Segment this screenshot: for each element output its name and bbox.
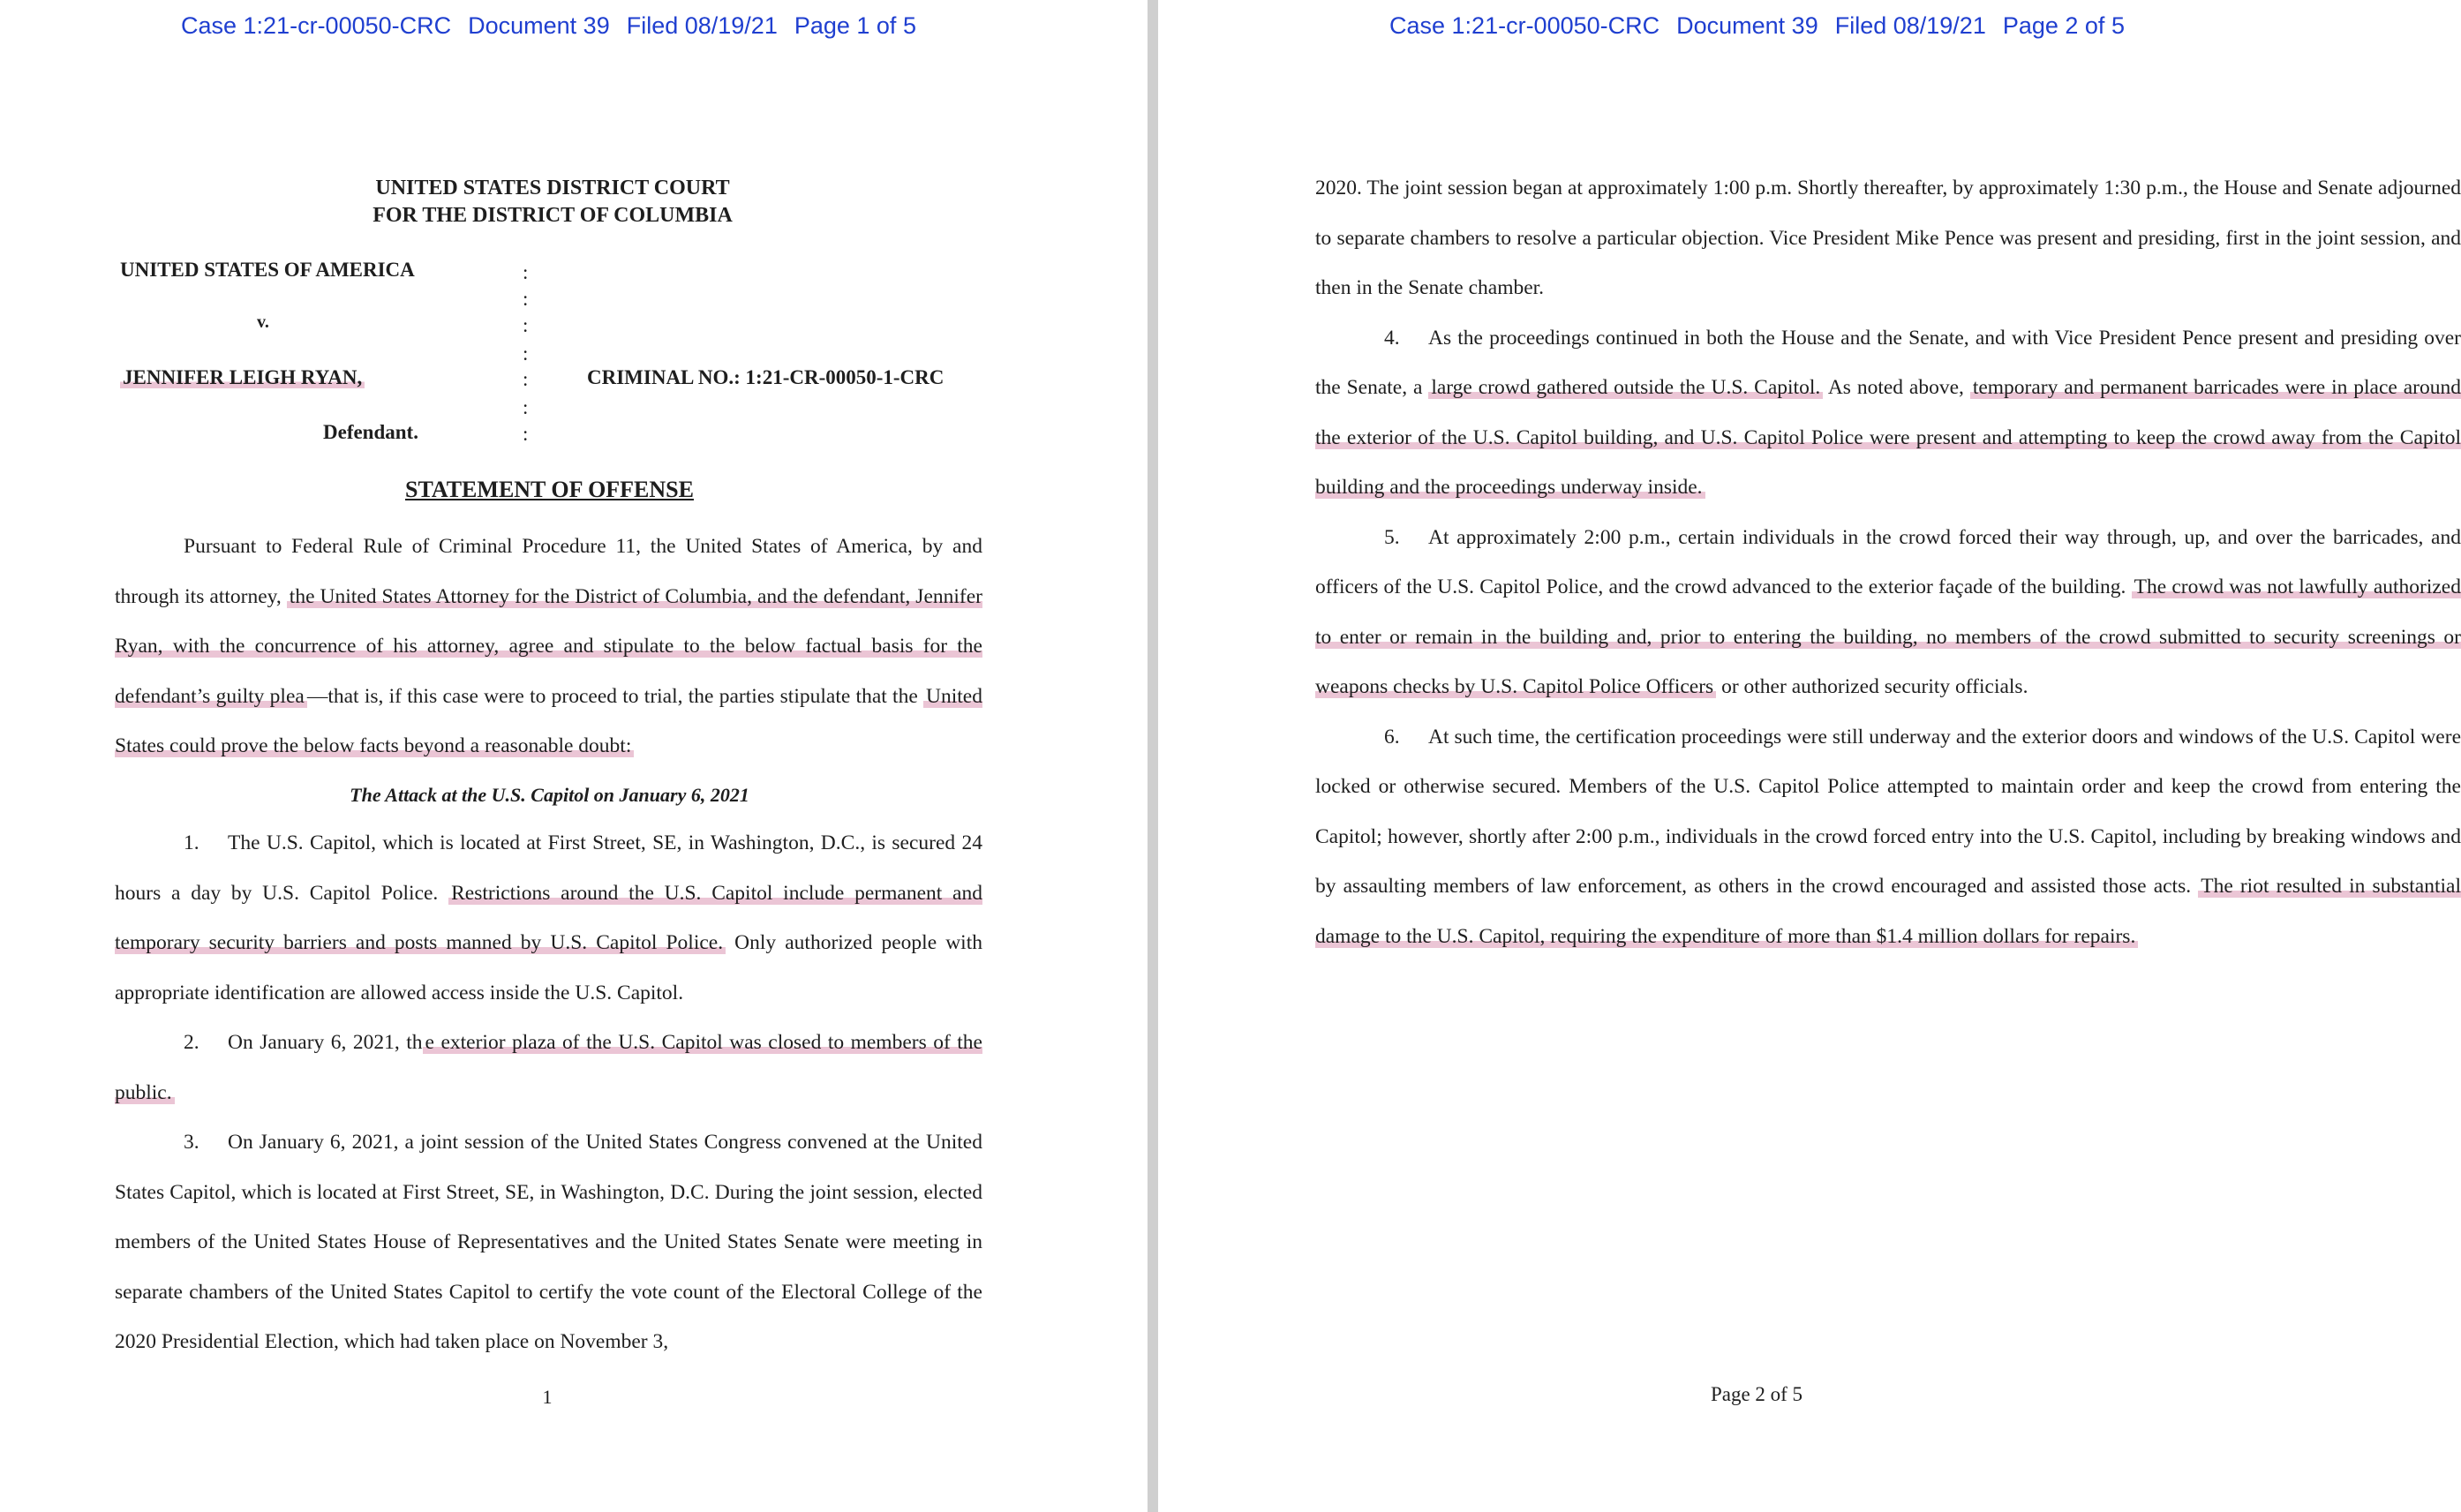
caption-separator: : [523, 342, 529, 365]
caption-separator: : [523, 314, 529, 336]
page-number: 1 [542, 1386, 553, 1408]
document-page-2 [1158, 0, 2461, 1512]
caption-versus: v. [257, 312, 269, 332]
paragraph-5: 5. At approximately 2:00 p.m., certain individuals in the crowd forced their way through, up, and over the barricades, and officers of the U.S. Capitol Police, and the crowd advanced to the exterior façade of the building. The crowd was not lawfully authorized to enter or remain in the building and, prior to entering the building, no members of the crowd submitted to security screenings or weapons checks by U.S. Capitol Police Officers or other authorized security officials. [1315, 525, 2461, 698]
document-number: Document 39 [1676, 12, 1818, 39]
paragraph-2: 2. On January 6, 2021, th e exterior plaza of the U.S. Capitol was closed to members of the public. [115, 1031, 982, 1104]
caption-separator: : [523, 368, 529, 390]
body-text-top [115, 522, 982, 771]
caption-defendant-name: JENNIFER LEIGH RYAN, [120, 366, 365, 389]
section-subheading: The Attack at the U.S. Capitol on January 6, 2021 [350, 784, 749, 806]
court-name-line1: UNITED STATES DISTRICT COURT [375, 177, 730, 199]
paragraph-1: 1. The U.S. Capitol, which is located at First Street, SE, in Washington, D.C., is secured 24 hours a day by U.S. Capitol Police. Restrictions around the U.S. Capitol include permanent and temporary security barriers and posts manned by U.S. Capitol Police. Only authorized people with appropriate identification are allowed access inside the U.S. Capitol. [115, 831, 982, 1004]
court-name-line2: FOR THE DISTRICT OF COLUMBIA [373, 204, 733, 227]
paragraph-6: 6. At such time, the certification proceedings were still underway and the exterior doors and windows of the U.S. Capitol were locked or otherwise secured. Members of the U.S. Capitol Police attempted to maintain order and keep the crowd from entering the Capitol; however, shortly after 2:00 p.m., individuals in the crowd forced entry into the U.S. Capitol, including by breaking windows and by assaulting members of law enforcement, as others in the crowd encouraged and assisted those acts. The riot resulted in substantial damage to the U.S. Capitol, requiring the expenditure of more than $1.4 million dollars for repairs. [1315, 725, 2461, 948]
document-number: Document 39 [468, 12, 610, 39]
document-page-1 [0, 0, 1148, 1512]
page-divider [1148, 0, 1158, 1512]
page-indicator: Page 2 of 5 [2002, 12, 2125, 39]
intro-paragraph: Pursuant to Federal Rule of Criminal Procedure 11, the United States of America, by and through its attorney, the United States Attorney for the District of Columbia, and the defendant, Jennifer Ryan, with the concurrence of his attorney, agree and stipulate to the below factual basis for the defendant’s guilty plea —that is, if this case were to proceed to trial, the parties stipulate that the United States could prove the below facts beyond a reasonable doubt: [115, 535, 982, 757]
page-indicator: Page 1 of 5 [794, 12, 916, 39]
paragraph-4: 4. As the proceedings continued in both the House and the Senate, and with Vice President Pence present and presiding over the Senate, a large crowd gathered outside the U.S. Capitol. As noted above, temporary and permanent barricades were in place around the exterior of the U.S. Capitol building, and U.S. Capitol Police were present and attempting to keep the crowd away from the Capitol building and the proceedings underway inside. [1315, 326, 2461, 499]
ecf-header [181, 12, 933, 40]
filed-date: Filed 08/19/21 [626, 12, 778, 39]
criminal-number: CRIMINAL NO.: 1:21-CR-00050-1-CRC [587, 366, 945, 388]
filed-date: Filed 08/19/21 [1834, 12, 1986, 39]
page-number: Page 2 of 5 [1710, 1383, 1803, 1405]
caption-separator: : [523, 288, 529, 310]
caption-separator: : [523, 423, 529, 445]
case-number: Case 1:21-cr-00050-CRC [1389, 12, 1660, 39]
body-text [1315, 163, 2461, 961]
caption-separator: : [523, 261, 529, 283]
caption-separator: : [523, 396, 529, 418]
case-number: Case 1:21-cr-00050-CRC [181, 12, 452, 39]
document-title: STATEMENT OF OFFENSE [405, 477, 694, 502]
ecf-header [1389, 12, 2141, 40]
paragraph-3: 3. On January 6, 2021, a joint session of the United States Congress convened at the United States Capitol, which is located at First Street, SE, in Washington, D.C. During the joint session, elected members of the United States House of Representatives and the United States Senate were meeting in separate chambers of the United States Capitol to certify the vote count of the Electoral College of the 2020 Presidential Election, which had taken place on November 3, [115, 1131, 982, 1353]
caption-plaintiff: UNITED STATES OF AMERICA [120, 259, 415, 281]
body-text-bottom [115, 818, 982, 1367]
caption-defendant-label: Defendant. [323, 421, 418, 443]
continued-paragraph-3: 2020. The joint session began at approximately 1:00 p.m. Shortly thereafter, by approximately 1:30 p.m., the House and Senate adjourned to separate chambers to resolve a particular objection. Vice President Mike Pence was present and presiding, first in the joint session, and then in the Senate chamber. [1315, 177, 2461, 299]
